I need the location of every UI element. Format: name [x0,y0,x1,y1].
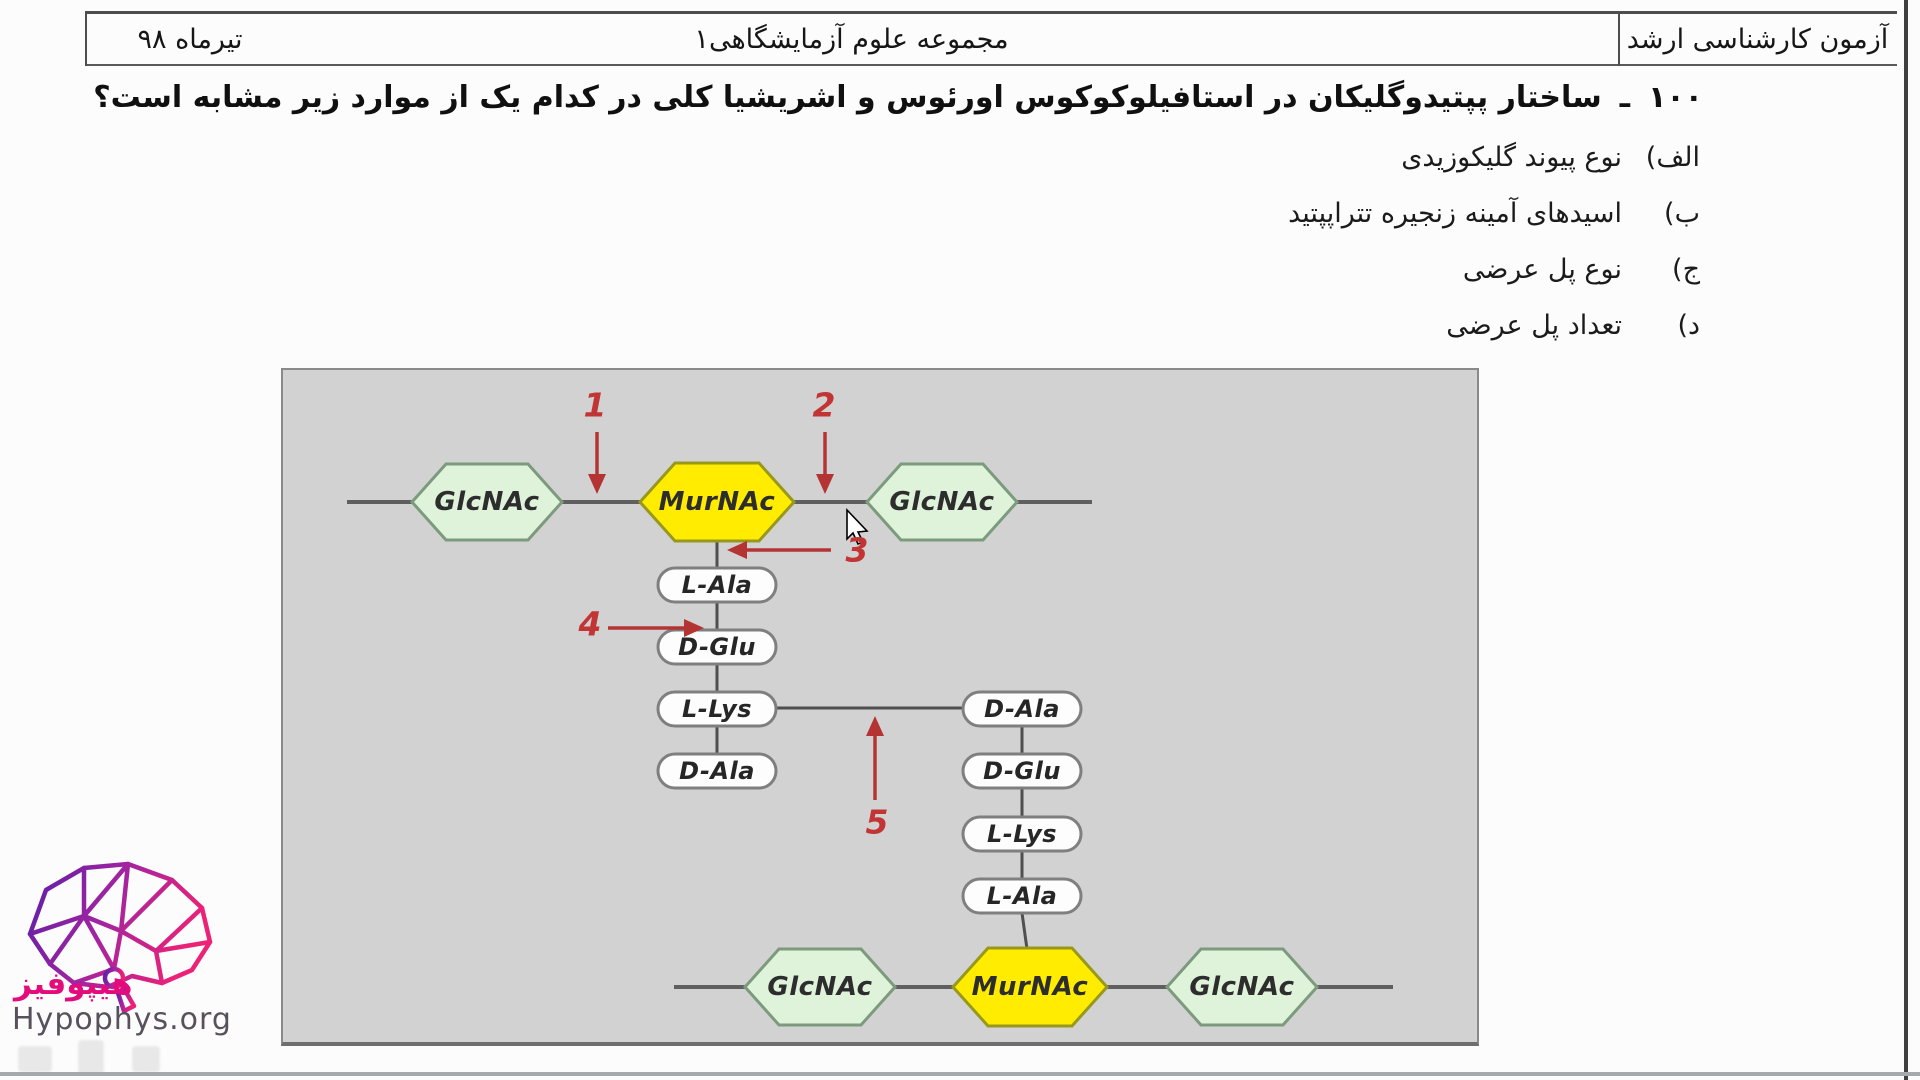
sugar-label: GlcNAc [434,487,540,517]
option-a [1401,142,1700,173]
header-bottom-rule [85,64,1897,66]
option-d-letter: د) [1677,310,1700,341]
arrow-number-4: 4 [578,604,602,644]
option-d-text: تعداد پل عرضی [1446,310,1622,341]
sugar-label: MurNAc [971,972,1089,1002]
question-line [93,80,1703,115]
glycan-backbone-lines [347,502,1393,987]
amino-acid-label: D-Glu [678,633,756,661]
option-c [1463,254,1700,285]
peptidoglycan-diagram [281,368,1479,1046]
amino-acid-label: D-Ala [679,757,755,785]
option-d [1446,310,1700,341]
amino-acid-label: L-Ala [986,882,1058,910]
scan-right-edge [1904,0,1908,1080]
amino-acid-label: L-Lys [986,820,1058,848]
option-b-letter: ب) [1664,198,1700,229]
exam-subject: مجموعه علوم آزمایشگاهی۱ [694,24,1009,55]
exam-date: تیرماه ۹۸ [137,24,243,55]
question-text: ساختار پپتیدوگلیکان در استافیلوکوکوس اورئوس و اشریشیا کلی در کدام یک از موارد زیر مشابه است؟ [93,80,1602,115]
option-b-text: اسیدهای آمینه زنجیره تتراپپتید [1288,198,1622,229]
amino-acid-ovals [658,568,1081,913]
watermark-ghost [18,1046,52,1072]
question-number-dash: ـ [1619,80,1631,115]
option-b [1288,198,1700,229]
exam-title: آزمون کارشناسی ارشد [1626,24,1889,55]
diagram-graphics [283,370,1477,1042]
option-a-text: نوع پیوند گلیکوزیدی [1401,142,1622,173]
sugar-label: MurNAc [658,487,776,517]
option-c-text: نوع پل عرضی [1462,254,1622,285]
brand-url: Hypophys.org [12,1002,232,1037]
question-number: ۱۰۰ [1648,80,1703,115]
amino-acid-label: L-Lys [681,695,753,723]
arrow-5-head [866,716,884,736]
arrow-2-head [816,474,834,494]
arrow-number-5: 5 [865,802,889,842]
scan-bottom-edge [0,1072,1920,1076]
header-top-rule [85,11,1897,14]
sugar-label: GlcNAc [767,972,873,1002]
sugar-label: GlcNAc [1189,972,1295,1002]
brand-name-farsi: هیپوفیز [14,966,133,1002]
arrow-number-1: 1 [583,385,607,425]
arrow-number-2: 2 [812,385,836,425]
option-c-letter: ج) [1672,254,1700,285]
arrow-number-3: 3 [845,530,869,570]
arrow-3-head [727,541,747,559]
amino-acid-label: D-Ala [984,695,1060,723]
amino-acid-label: D-Glu [983,757,1061,785]
watermark-ghost [132,1046,160,1072]
arrow-1-head [588,474,606,494]
amino-acid-label: L-Ala [681,571,753,599]
option-a-letter: الف) [1645,142,1700,173]
watermark-ghost [78,1040,104,1074]
sugar-label: GlcNAc [889,487,995,517]
hypophys-watermark [0,850,240,1080]
